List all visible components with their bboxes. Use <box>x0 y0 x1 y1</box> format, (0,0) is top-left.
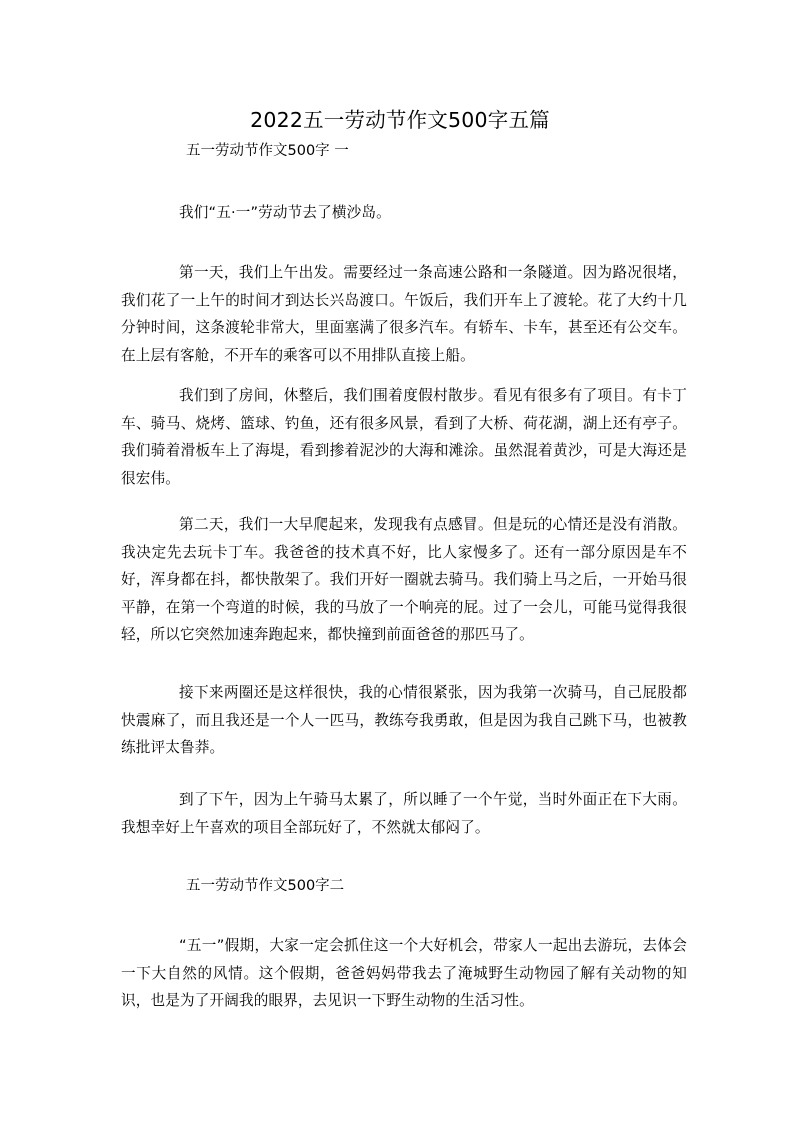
section-1-heading: 五一劳动节作文500字 一 <box>186 143 349 159</box>
paragraph-2-1: “五一”假期，大家一定会抓住这一个大好机会，带家人一起出去游玩，去体会一下大自然的风情。这个假期，爸爸妈妈带我去了淹城野生动物园了解有关动物的知识，也是为了开阔我的眼界，去见识一下野生动物的生活习性。 <box>121 937 687 1009</box>
paragraph-1-2: 第一天，我们上午出发。需要经过一条高速公路和一条隧道。因为路况很堵，我们花了一上午的时间才到达长兴岛渡口。午饭后，我们开车上了渡轮。花了大约十几分钟时间，这条渡轮非常大，里面塞满了很多汽车。有轿车、卡车，甚至还有公交车。在上层有客舱，不开车的乘客可以不用排队直接上船。 <box>121 264 687 364</box>
paragraph-1-5: 接下来两圈还是这样很快，我的心情很紧张，因为我第一次骑马，自己屁股都快震麻了，而且我还是一个人一匹马，教练夸我勇敢，但是因为我自己跳下马，也被教练批评太鲁莽。 <box>121 684 687 756</box>
paragraph-1-6: 到了下午，因为上午骑马太累了，所以睡了一个午觉，当时外面正在下大雨。我想幸好上午喜欢的项目全部玩好了，不然就太郁闷了。 <box>121 791 687 836</box>
section-2-heading: 五一劳动节作文500字二 <box>186 878 345 894</box>
paragraph-1-1: 我们“五·一”劳动节去了横沙岛。 <box>179 204 391 221</box>
paragraph-1-3: 我们到了房间，休整后，我们围着度假村散步。看见有很多有了项目。有卡丁车、骑马、烧烤、篮球、钓鱼，还有很多风景，看到了大桥、荷花湖，湖上还有亭子。我们骑着滑板车上了海堤，看到掺着泥沙的大海和滩涂。虽然混着黄沙，可是大海还是很宏伟。 <box>121 387 687 487</box>
document-title: 2022五一劳动节作文500字五篇 <box>250 108 550 132</box>
paragraph-1-4: 第二天，我们一大早爬起来，发现我有点感冒。但是玩的心情还是没有消散。我决定先去玩卡丁车。我爸爸的技术真不好，比人家慢多了。还有一部分原因是车不好，浑身都在抖，都快散架了。我们开好一圈就去骑马。我们骑上马之后，一开始马很平静，在第一个弯道的时候，我的马放了一个响亮的屁。过了一会儿，可能马觉得我很轻，所以它突然加速奔跑起来，都快撞到前面爸爸的那匹马了。 <box>121 516 687 643</box>
